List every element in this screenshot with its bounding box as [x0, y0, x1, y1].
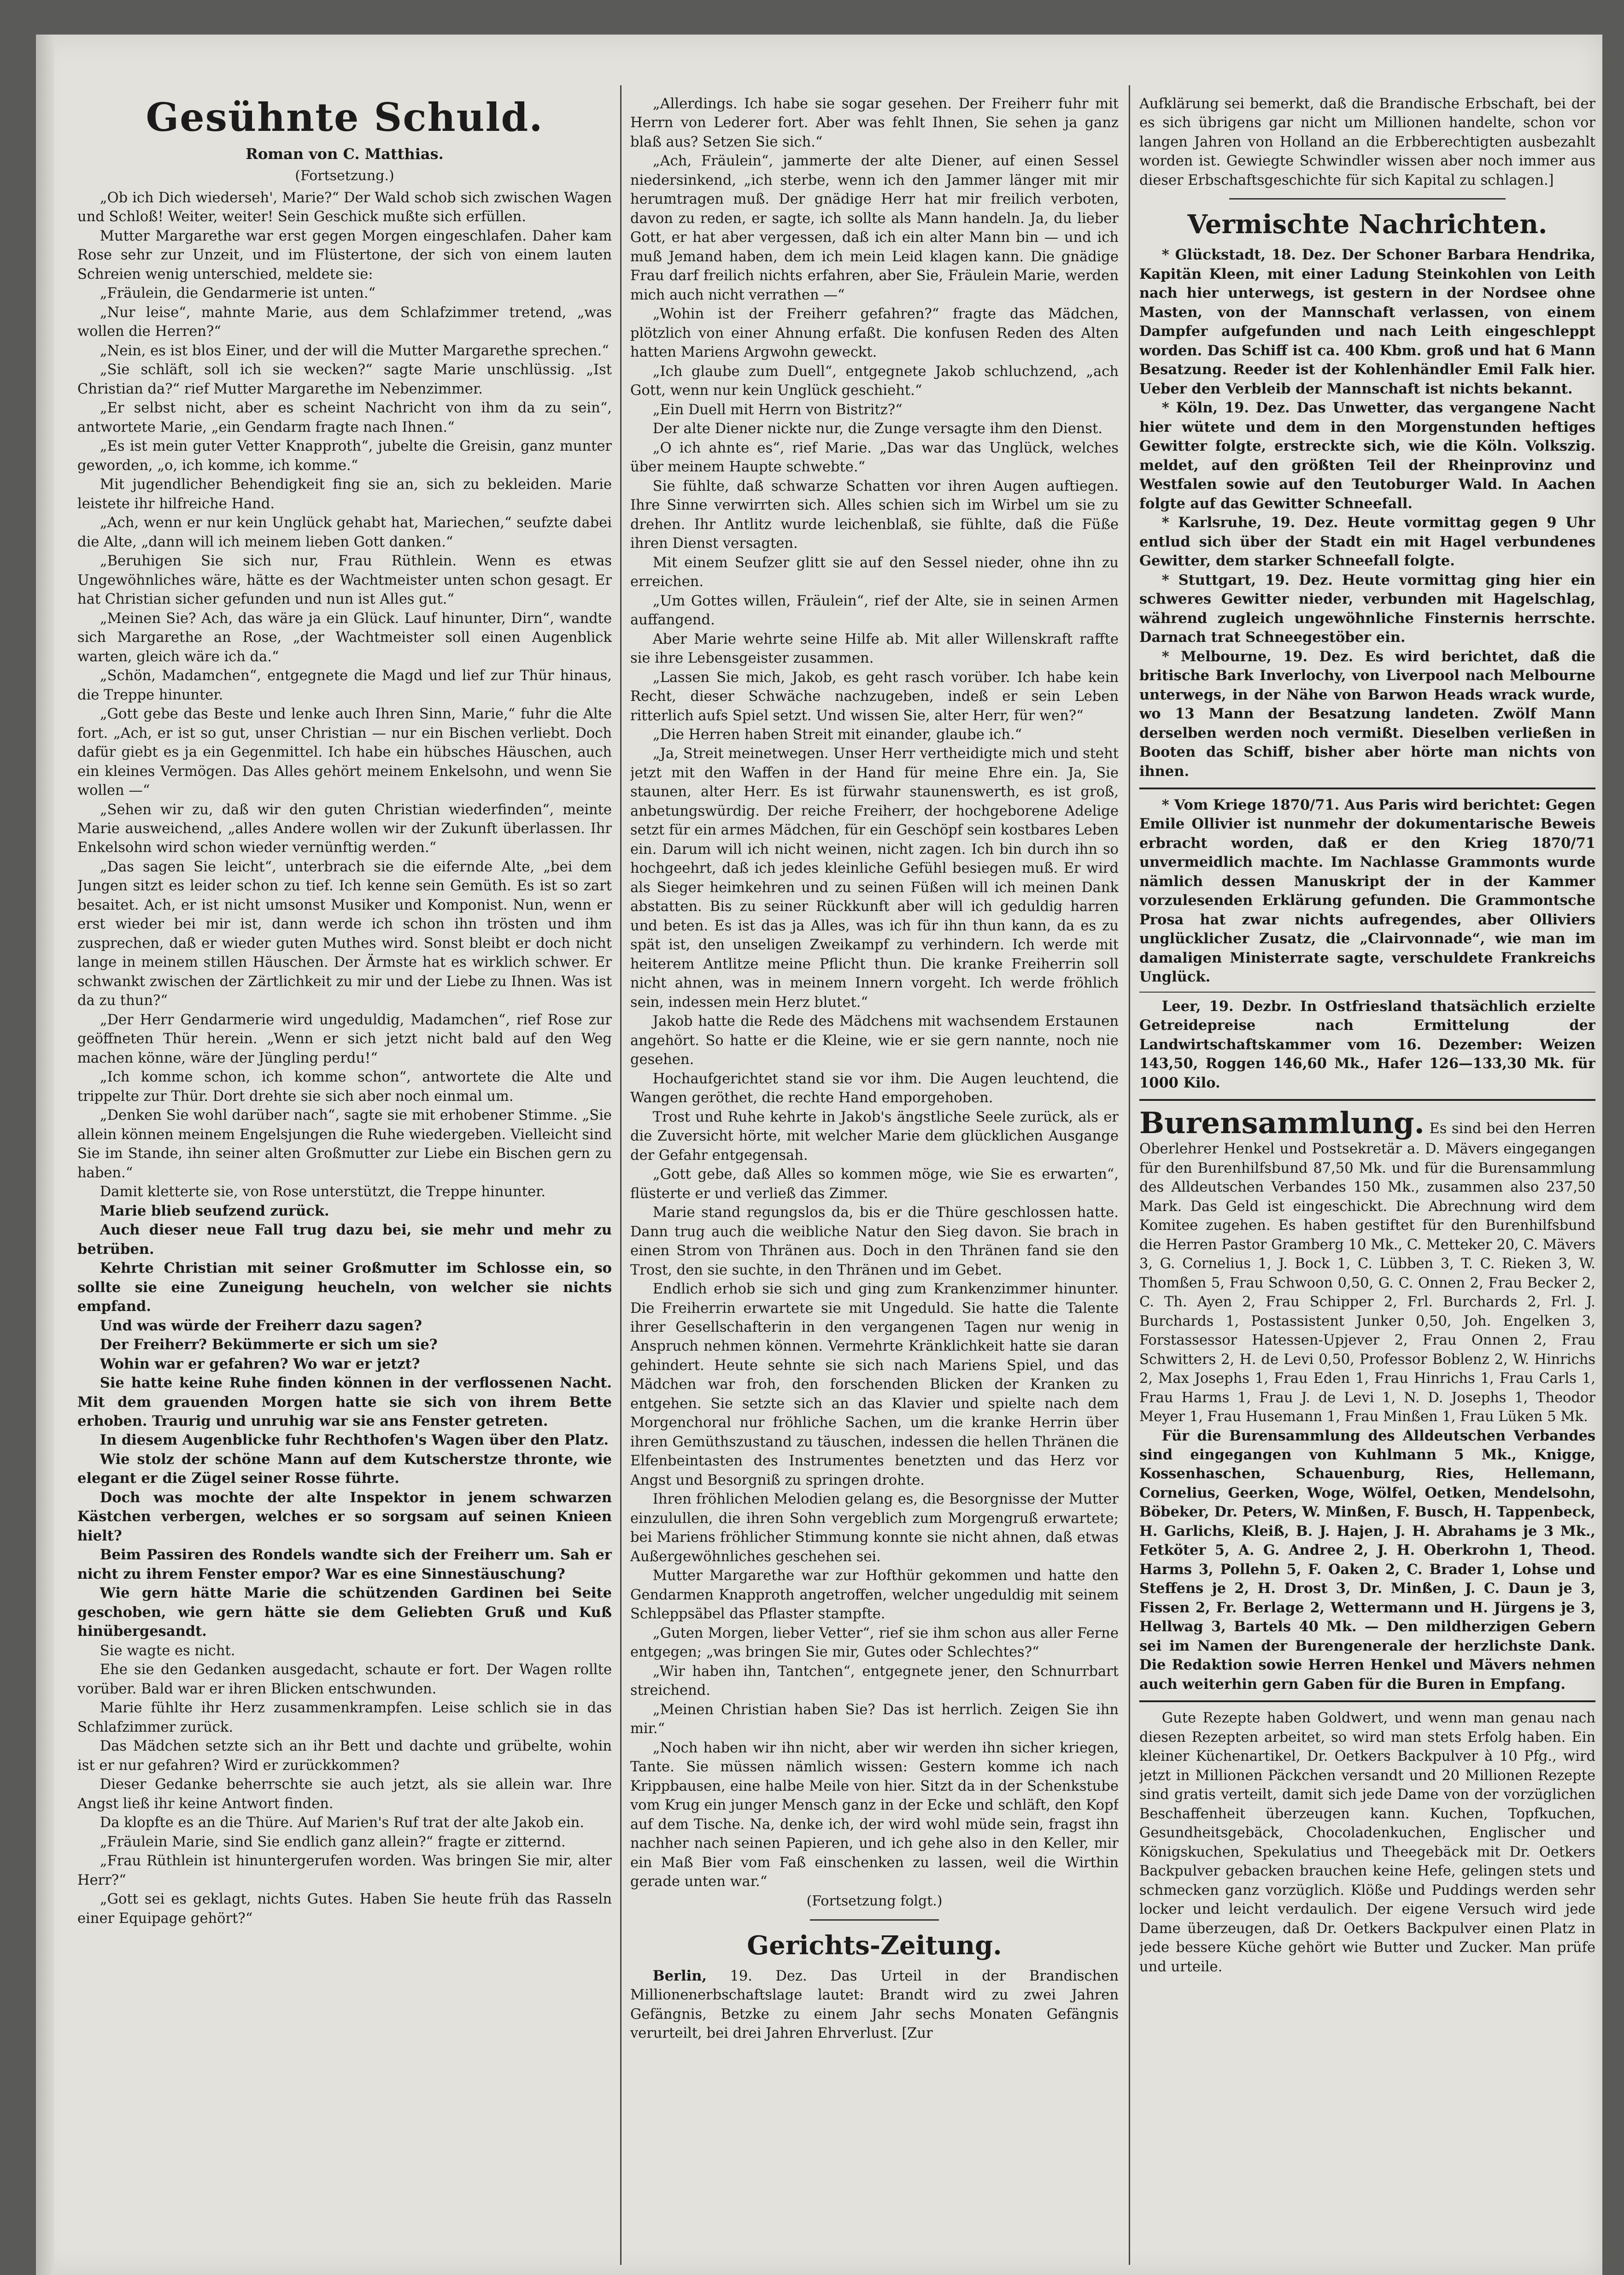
paragraph: * Stuttgart, 19. Dez. Heute vormittag ging hier ein schweres Gewitter nieder, verbunden mit Hagelschlag, während zugleich ungewöhnliche Finsternis herrschte. Darnach trat Schneegestöber ein. [1139, 571, 1595, 646]
column-3-news [1139, 94, 1595, 2269]
story-title: Gesühnte Schuld. [146, 94, 544, 140]
misc-news-title: Vermischte Nachrichten. [1187, 209, 1548, 240]
paragraph: In diesem Augenblicke fuhr Rechthofen's Wagen über den Platz. [100, 1432, 609, 1449]
paragraph: Sie wagte es nicht. [100, 1642, 235, 1659]
baking-powder-advert: Gute Rezepte haben Goldwert, und wenn man genau nach diesen Rezepten arbeitet, so wird man stets Erfolg haben. Ein kleiner Küchenartikel, Dr. Oetkers Backpulver à 10 Pfg., wird jetzt in Millionen Päckchen versandt und 20 Millionen Rezepte sind gratis verteilt, damit sich jede Dame von der vorzüglichen Beschaffenheit überzeugen kann. Kuchen, Topfkuchen, Gesundheitsgebäck, Chocoladenkuchen, Englischer und Königskuchen, Spekulatius und Theegebäck mit Dr. Oetkers Backpulver gebacken brauchen keine Hefe, gelingen stets und schmecken ganz vorzüglich. Klöße und Puddings werden sehr locker und leicht verdaulich. Der eigene Versuch wird jede Dame überzeugen, daß Dr. Oetkers Backpulver einen Platz in jede bessere Küche gehört wie Butter und Zucker. Man prüfe und urteile. [1139, 1710, 1595, 1975]
paragraph: Mutter Margarethe war erst gegen Morgen eingeschlafen. Daher kam Rose sehr zur Unzeit, und im Flüstertone, der sich von einem lauten Schreien wenig unterschied, meldete sie: [77, 228, 612, 282]
paragraph: Sie hatte keine Ruhe finden können in der verflossenen Nacht. Mit dem grauenden Morgen hatte sie sich von ihrem Bette erhoben. Traurig und unruhig war sie ans Fenster getreten. [77, 1375, 612, 1429]
paragraph: Wohin war er gefahren? Wo war er jetzt? [100, 1355, 420, 1372]
paragraph: Jakob hatte die Rede des Mädchens mit wachsendem Erstaunen angehört. So hatte er die Kleine, wie er sie gern nannte, noch nie gesehen. [630, 1013, 1119, 1068]
paragraph: „Gott sei es geklagt, nichts Gutes. Haben Sie heute früh das Rasseln einer Equipage gehört?“ [77, 1891, 612, 1927]
paragraph: „Nein, es ist blos Einer, und der will die Mutter Margarethe sprechen.“ [100, 342, 609, 359]
paragraph: „Sehen wir zu, daß wir den guten Christian wiederfinden“, meinte Marie ausweichend, „alles Andere wollen wir der Zukunft überlassen. Ihr Enkelsohn wird schon wieder vernünftig werden.“ [77, 801, 612, 856]
paragraph: „Allerdings. Ich habe sie sogar gesehen. Der Freiherr fuhr mit Herrn von Lederer fort. Aber was fehlt Ihnen, Sie sehen ja ganz blaß aus? Setzen Sie sich.“ [630, 96, 1119, 150]
page-binding-edge [36, 35, 54, 2275]
paragraph: Da klopfte es an die Thüre. Auf Marien's Ruf trat der alte Jakob ein. [100, 1815, 584, 1831]
paragraph: „Sie schläft, soll ich sie wecken?“ sagte Marie unschlüssig. „Ist Christian da?“ rief Mutter Margarethe im Nebenzimmer. [77, 362, 612, 397]
paragraph: * Glückstadt, 18. Dez. Der Schoner Barbara Hendrika, Kapitän Kleen, mit einer Ladung Steinkohlen von Leith nach hier unterwegs, ist gestern in der Nordsee ohne Masten, von der Mannschaft verlassen, von einem Dampfer aufgefunden und nach Leith eingeschleppt worden. Das Schiff ist ca. 400 Kbm. groß und hat 6 Mann Besatzung. Reeder ist der Kohlenhändler Emil Falk hier. Ueber den Verbleib der Mannschaft ist nichts bekannt. [1139, 247, 1595, 397]
column-1-serial-novel [77, 94, 612, 2269]
paragraph: „Beruhigen Sie sich nur, Frau Rüthlein. Wenn es etwas Ungewöhnliches wäre, hätte es der Wachtmeister unten schon gesagt. Er hat Christian sicher gefunden und nun ist Alles gut.“ [77, 553, 612, 608]
section-rule [810, 1919, 939, 1921]
boer-collection-notice [1139, 1107, 1595, 1426]
paragraph: „Meinen Christian haben Sie? Das ist herrlich. Zeigen Sie ihn mir.“ [630, 1701, 1119, 1737]
paragraph: Mutter Margarethe war zur Hofthür gekommen und hatte den Gendarmen Knapproth angetroffen, welcher ungeduldig mit seinem Schleppsäbel das Pflaster stampfte. [630, 1568, 1119, 1622]
paragraph: Das Mädchen setzte sich an ihr Bett und dachte und grübelte, wohin ist er nur gefahren? Wird er zurückkommen? [77, 1738, 612, 1774]
section-rule [1139, 1099, 1595, 1101]
story-bold-paragraphs [77, 1202, 612, 1641]
paragraph: Ihren fröhlichen Melodien gelang es, die Besorgnisse der Mutter einzulullen, die ihren Sohn vergeblich zum Morgengruß erwartete; bei Mariens fröhlicher Stimmung konnte sie nicht ahnen, daß etwas Außergewöhnliches geschehen sei. [630, 1491, 1119, 1565]
paragraph: Ehe sie den Gedanken ausgedacht, schaute er fort. Der Wagen rollte vorüber. Bald war er ihren Blicken entschwunden. [77, 1662, 612, 1697]
paragraph: „Er selbst nicht, aber es scheint Nachricht von ihm da zu sein“, antwortete Marie, „ein Gendarm fragte nach Ihnen.“ [77, 400, 612, 435]
newspaper-page [36, 35, 1602, 2275]
story-paragraphs-end [77, 1641, 612, 1928]
paragraph: „Denken Sie wohl darüber nach“, sagte sie mit erhobener Stimme. „Sie allein können meinem Engelsjungen die Ruhe wiedergeben. Vielleicht sind Sie im Stande, ihn seiner alten Großmutter zur Liebe ein Bischen gern zu haben.“ [77, 1107, 612, 1181]
paragraph: Sie fühlte, daß schwarze Schatten vor ihren Augen auftiegen. Ihre Sinne verwirrten sich. Alles schien sich im Wirbel um sie zu drehen. Ihr Antlitz wurde leichenblaß, sie fühlte, daß die Füße ihren Dienst versagten. [630, 478, 1119, 552]
paragraph: Endlich erhob sie sich und ging zum Krankenzimmer hinunter. Die Freiherrin erwartete sie mit Ungeduld. Sie hatte die Talente ihrer Gesellschafterin in den vergangenen Tagen nur wenig in Anspruch nehmen können. Vermehrte Kränklichkeit hatte sie daran gehindert. Heute sehnte sie sich nach Mariens Spiel, und das Mädchen war froh, den forschenden Blicken der Kranken zu entgehen. Sie setzte sich an das Klavier und spielte nach dem Morgenchoral nur fröhliche Sachen, um die kranke Herrin über ihren Gemüthszustand zu täuschen, indessen die hellen Thränen die Elfenbeintasten des Instrumentes benetzten und das Herz vor Angst und Besorgniß zu springen drohte. [630, 1281, 1119, 1488]
boer-collection-text: Es sind bei den Herren Oberlehrer Henkel und Postsekretär a. D. Mävers eingegangen für den Burenhilfsbund 87,50 Mk. und für die Burensammlung des Alldeutschen Verbandes 150 Mk., zusammen also 237,50 Mark. Das Geld ist eingeschickt. Die Abrechnung wird dem Komitee zugehen. Es haben gestiftet für den Burenhilfsbund die Herren Pastor Gramberg 10 Mk., C. Metteker 20, C. Mävers 3, G. Cornelius 1, J. Bock 1, C. Lübben 3, T. C. Rieken 3, W. Thomßen 5, Frau Schwoon 0,50, G. C. Onnen 2, Frau Becker 2, C. Th. Ayen 2, Frau Schipper 2, Frl. Burchards 2, Frl. J. Burchards 1, Postassistent Junker 0,50, Joh. Engelken 3, Forstassessor Hatessen-Upjever 2, Frau Onnen 2, Frau Schwitters 2, H. de Levi 0,50, Professor Boblenz 2, W. Hinrichs 2, Max Josephs 1, Frau Eden 1, Frau Hinrichs 1, Frau Carls 1, Frau Harms 1, Frau J. de Levi 1, N. D. Josephs 1, Theodor Meyer 1, Frau Husemann 1, Frau Minßen 1, Frau Lüken 5 Mk. [1139, 1121, 1595, 1425]
paragraph: Doch was mochte der alte Inspektor in jenem schwarzen Kästchen verbergen, welches er so sorgsam auf seinen Knieen hielt? [77, 1489, 612, 1544]
story-paragraphs-continued [630, 94, 1119, 1892]
paragraph: * Köln, 19. Dez. Das Unwetter, das vergangene Nacht hier wütete und dem in den Morgenstunden heftiges Gewitter folgte, erstreckte sich, wie die Köln. Volkszig. meldet, auf den größten Teil der Rheinprovinz und Westfalen sowie auf den Teutoburger Wald. In Aachen folgte auf das Gewitter Schneefall. [1139, 400, 1595, 512]
column-divider-2 [1129, 85, 1130, 2265]
paragraph: * Karlsruhe, 19. Dez. Heute vormittag gegen 9 Uhr entlud sich über der Stadt ein mit Hagel verbundenes Gewitter, dem starker Schneefall folgte. [1139, 514, 1595, 570]
paragraph: Marie fühlte ihr Herz zusammenkrampfen. Leise schlich sie in das Schlafzimmer zurück. [77, 1700, 612, 1735]
paragraph: „Fräulein Marie, sind Sie endlich ganz allein?“ fragte er zitternd. [100, 1834, 566, 1850]
paragraph: „Noch haben wir ihn nicht, aber wir werden ihn sicher kriegen, Tante. Sie müssen nämlich wissen: Gestern komme ich nach Krippbausen, eine halbe Meile von hier. Sitzt da in der Schenkstube vom Krug ein junger Mensch ganz in der Ecke und schläft, den Kopf auf dem Tische. Na, denke ich, der wird wohl müde sein, fragst ihn nachher nach seinen Papieren, und ich gehe also in den Keller, mir ein Maß Bier vom Faß einschenken zu lassen, weil die Wirthin gerade unten war.“ [630, 1740, 1119, 1890]
paragraph: Trost und Ruhe kehrte in Jakob's ängstliche Seele zurück, als er die Zuversicht hörte, mit welcher Marie dem glücklichen Ausgange der Gefahr entgegensah. [630, 1109, 1119, 1164]
paragraph: Dieser Gedanke beherrschte sie auch jetzt, als sie allein war. Ihre Angst ließ ihr keine Antwort finden. [77, 1776, 612, 1812]
court-news-item [630, 1967, 1119, 2043]
paragraph: „Ich komme schon, ich komme schon“, antwortete die Alte und trippelte zur Thür. Dort drehte sie sich aber noch einmal um. [77, 1069, 612, 1105]
paragraph: „Guten Morgen, lieber Vetter“, rief sie ihm schon aus aller Ferne entgegen; „was bringen Sie mir, Gutes oder Schlechtes?“ [630, 1625, 1119, 1661]
paragraph: „Lassen Sie mich, Jakob, es geht rasch vorüber. Ich habe kein Recht, dieser Schwäche nachzugeben, indeß er sein Leben ritterlich aufs Spiel setzt. Und wissen Sie, alter Herr, für wen?“ [630, 669, 1119, 724]
paragraph: Mit einem Seufzer glitt sie auf den Sessel nieder, ohne ihn zu erreichen. [630, 554, 1119, 590]
boer-collection-heading: Burensammlung. [1139, 1106, 1425, 1141]
column-2-serial-continued [630, 94, 1119, 2269]
paragraph: „Ein Duell mit Herrn von Bistritz?“ [652, 401, 903, 418]
misc-news-items [1139, 246, 1595, 781]
paragraph: „Die Herren haben Streit mit einander, glaube ich.“ [652, 726, 1022, 743]
paragraph: „Wir haben ihn, Tantchen“, entgegnete jener, den Schnurrbart streichend. [630, 1663, 1119, 1699]
paragraph: Beim Passiren des Rondels wandte sich der Freiherr um. Sah er nicht zu ihrem Fenster empor? War es eine Sinnestäuschung? [77, 1546, 612, 1582]
paragraph: „Nur leise“, mahnte Marie, aus dem Schlafzimmer tretend, „was wollen die Herren?“ [77, 304, 612, 340]
paragraph: „Ach, Fräulein“, jammerte der alte Diener, auf einen Sessel niedersinkend, „ich sterbe, wenn ich den Jammer länger mit mir herumtragen muß. Der gnädige Herr hat mir freilich verboten, davon zu reden, er sagte, ich sollte als Mann handeln. Ja, du lieber Gott, er hat aber vergessen, daß ich ein alter Mann bin — und ich muß Jemand haben, dem ich mein Leid klagen kann. Die gnädige Frau darf freilich nichts erfahren, aber Sie, Fräulein Marie, werden mich auch nicht verrathen —“ [630, 153, 1119, 303]
paragraph: „O ich ahnte es“, rief Marie. „Das war das Unglück, welches über meinem Haupte schwebte.“ [630, 440, 1119, 476]
paragraph: Der alte Diener nickte nur, die Zunge versagte ihm den Dienst. [652, 421, 1103, 437]
paragraph: „Ach, wenn er nur kein Unglück gehabt hat, Mariechen,“ seufzte dabei die Alte, „dann will ich meinem lieben Gott danken.“ [77, 515, 612, 550]
story-byline: Roman von C. Matthias. [246, 145, 444, 163]
story-paragraphs [77, 188, 612, 1202]
grain-prices-item: Leer, 19. Dezbr. In Ostfriesland thatsächlich erzielte Getreidepreise nach Ermittelung der Landwirtschaftskammer vom 16. Dezember: Weizen 143,50, Roggen 146,60 Mk., Hafer 126—133,30 Mk. für 1000 Kilo. [1139, 998, 1595, 1091]
paragraph: Hochaufgerichtet stand sie vor ihm. Die Augen leuchtend, die Wangen geröthet, die rechte Hand emporgehoben. [630, 1070, 1119, 1106]
section-rule [1229, 198, 1506, 200]
paragraph: „Ob ich Dich wiederseh', Marie?“ Der Wald schob sich zwischen Wagen und Schloß! Weiter, weiter! Sein Geschick mußte sich erfüllen. [77, 190, 612, 225]
paragraph: * Melbourne, 19. Dez. Es wird berichtet, daß die britische Bark Inverlochy, von Liverpool nach Melbourne unterwegs, in der Nähe von Barwon Heads wrack wurde, wo 13 Mann der Besatzung landeten. Zwölf Mann derselben werden noch vermißt. Dieselben verließen in Booten das Schiff, bisher aber hörte man nichts von ihnen. [1139, 648, 1595, 780]
paragraph: „Schön, Madamchen“, entgegnete die Magd und lief zur Thür hinaus, die Treppe hinunter. [77, 668, 612, 703]
paragraph: Marie stand regungslos da, bis er die Thüre geschlossen hatte. Dann trug auch die weibliche Natur den Sieg davon. Sie brach in einen Strom von Thränen aus. Doch in den Thränen fand sie den Trost, den sie suchte, in den Thränen und im Gebet. [630, 1205, 1119, 1278]
court-news-place: Berlin, [652, 1967, 707, 1984]
paragraph: „Meinen Sie? Ach, das wäre ja ein Glück. Lauf hinunter, Dirn“, wandte sich Margarethe an Rose, „der Wachtmeister soll einen Augenblick warten, gleich wäre ich da.“ [77, 610, 612, 665]
paragraph: „Fräulein, die Gendarmerie ist unten.“ [100, 285, 376, 302]
paragraph: Damit kletterte sie, von Rose unterstützt, die Treppe hinunter. [100, 1184, 546, 1200]
paragraph: „Gott gebe das Beste und lenke auch Ihren Sinn, Marie,“ fuhr die Alte fort. „Ach, er ist so gut, unser Christian — nur ein Bischen verliebt. Doch dafür giebt es ja ein Gegenmittel. Ich habe ein hübsches Häuschen, auch ein kleines Vermögen. Das Alles gehört meinem Enkelsohn, und wenn Sie wollen —“ [77, 706, 612, 799]
paragraph: „Es ist mein guter Vetter Knapproth“, jubelte die Greisin, ganz munter geworden, „o, ich komme, ich komme.“ [77, 438, 612, 474]
paragraph: Marie blieb seufzend zurück. [100, 1202, 329, 1219]
paragraph: Auch dieser neue Fall trug dazu bei, sie mehr und mehr zu betrüben. [77, 1222, 612, 1258]
paragraph: Wie gern hätte Marie die schützenden Gardinen bei Seite geschoben, wie gern hätte sie dem Geliebten Gruß und Kuß hinübergesandt. [77, 1585, 612, 1640]
alldeutsch-collection-text: Für die Burensammlung des Alldeutschen Verbandes sind eingegangen von Kuhlmann 5 Mk., Knigge, Kossenhaschen, Schauenburg, Ries, Hellemann, Cornelius, Geerken, Woge, Wölfel, Oetken, Mendelsohn, Böbeker, Dr. Peters, W. Minßen, F. Busch, H. Tappenbeck, H. Garlichs, Kleiß, B. J. Hajen, J. H. Abrahams je 3 Mk., Fetköter 5, A. G. Andree 2, J. H. Oberkrohn 1, Theod. Harms 3, Pollehn 5, F. Oaken 2, C. Brader 1, Lohse und Steffens je 2, H. Drost 3, Dr. Minßen, J. C. Daun je 3, Fissen 2, Fr. Berlage 2, Wettermann und H. Jürgens je 3, Hellwag 3, Bartels 40 Mk. — Den mildherzigen Gebern sei im Namen der Burengenerale der herzlichste Dank. Die Redaktion sowie Herren Henkel und Mävers nehmen auch weiterhin gern Gaben für die Buren in Empfang. [1139, 1427, 1595, 1693]
paragraph: Der Freiherr? Bekümmerte er sich um sie? [100, 1336, 438, 1353]
column-divider-1 [620, 85, 621, 2265]
paragraph: Wie stolz der schöne Mann auf dem Kutscherstze thronte, wie elegant er die Zügel seiner Rosse führte. [77, 1451, 612, 1487]
section-rule [1139, 788, 1595, 789]
paragraph: „Das sagen Sie leicht“, unterbrach sie die eifernde Alte, „bei dem Jungen sitzt es leider schon zu tief. Ich kenne sein Gemüth. Es ist so zart besaitet. Ach, er ist nicht umsonst Musiker und Komponist. Nun, wenn er erst wieder bei mir ist, dann werde ich schon ihn trösten und ihm zusprechen, daß er wieder guten Muthes wird. Sonst bleibt er doch nicht lange in meinem stillen Häuschen. Der Ärmste hat es wirklich schwer. Er schwankt zwischen der Zärtlichkeit zu mir und der Liebe zu Ihnen. Was ist da zu thun?“ [77, 858, 612, 1009]
court-news-text: 19. Dez. Das Urteil in der Brandischen Millionenerbschaftslage lautet: Brandt wird zu zwei Jahren Gefängnis, Betzke zu einem Jahr sechs Monaten Gefängnis verurteilt, bei drei Jahren Ehrverlust. [Zur [630, 1968, 1119, 2041]
section-rule [1139, 992, 1595, 993]
paragraph: „Um Gottes willen, Fräulein“, rief der Alte, sie in seinen Armen auffangend. [630, 593, 1119, 629]
paragraph: Kehrte Christian mit seiner Großmutter im Schlosse ein, so sollte sie eine Zuneigung heucheln, von welcher sie nichts empfand. [77, 1260, 612, 1315]
war-news-item: * Vom Kriege 1870/71. Aus Paris wird berichtet: Gegen Emile Ollivier ist nunmehr der dokumentarische Beweis erbracht worden, daß er den Krieg 1870/71 unvermeidlich machte. Im Nachlasse Grammonts wurde nämlich dessen Manuskript der in der Kammer vorzulesenden Erklärung gefunden. Die Grammontsche Prosa hat zwar nichts aufregendes, aber Olliviers unglücklicher Zusatz, die „Clairvonnade“, wie man im damaligen Ministerrate sagte, verschuldete Frankreichs Unglück. [1139, 796, 1595, 986]
paragraph: „Frau Rüthlein ist hinuntergerufen worden. Was bringen Sie mir, alter Herr?“ [77, 1853, 612, 1888]
paragraph: „Der Herr Gendarmerie wird ungeduldig, Madamchen“, rief Rose zur geöffneten Thür herein. „Wenn er sich jetzt nicht bald auf den Weg machen könne, wäre der Jüngling perdu!“ [77, 1011, 612, 1066]
continuation-note: (Fortsetzung.) [295, 168, 394, 184]
paragraph: Und was würde der Freiherr dazu sagen? [100, 1317, 422, 1334]
paragraph: Mit jugendlicher Behendigkeit fing sie an, sich zu bekleiden. Marie leistete ihr hilfreiche Hand. [77, 476, 612, 512]
to-be-continued: (Fortsetzung folgt.) [806, 1893, 943, 1909]
paragraph: „Ich glaube zum Duell“, entgegnete Jakob schluchzend, „ach Gott, wenn nur kein Unglück geschieht.“ [630, 363, 1119, 399]
section-rule [1139, 1700, 1595, 1702]
paragraph: „Wohin ist der Freiherr gefahren?“ fragte das Mädchen, plötzlich von einer Ahnung erfaßt. Die konfusen Reden des Alten hatten Mariens Argwohn geweckt. [630, 306, 1119, 361]
paragraph: „Gott gebe, daß Alles so kommen möge, wie Sie es erwarten“, flüsterte er und verließ das Zimmer. [630, 1166, 1119, 1202]
paragraph: „Ja, Streit meinetwegen. Unser Herr vertheidigte mich und steht jetzt mit den Waffen in der Hand für meine Ehre ein. Ja, Sie staunen, alter Herr. Es ist fürwahr staunenswerth, es ist groß, anbetungswürdig. Der reiche Freiherr, der hochgeborene Adelige setzt für ein armes Mädchen, für ein Geschöpf sein kostbares Leben ein. Darum will ich nicht weinen, nicht zagen. Ich bin durch ihn so hochgeehrt, daß ich jedes kleinliche Gefühl besiegen muß. Er wird als Sieger heimkehren und zu seinen Füßen will ich meinen Dank abstatten. Bis zu seiner Rückkunft aber will ich geduldig harren und beten. Es ist das ja Alles, was ich für ihn thun kann, da es zu spät ist, den unseligen Zweikampf zu verhindern. Ich werde mit heiterem Antlitze meine Pflicht thun. Die kranke Freiherrin soll nicht ahnen, was in meinem Innern vorgeht. Ich werde fröhlich sein, indessen mein Herz blutet.“ [630, 746, 1119, 1011]
paragraph: Aber Marie wehrte seine Hilfe ab. Mit aller Willenskraft raffte sie ihre Lebensgeister zusammen. [630, 631, 1119, 667]
court-news-title: Gerichts-Zeitung. [747, 1930, 1002, 1961]
court-news-continuation: Aufklärung sei bemerkt, daß die Brandische Erbschaft, bei der es sich übrigens gar nicht um Millionen handelte, schon vor langen Jahren von Holland an die Erbberechtigten ausbezahlt worden ist. Gewiegte Schwindler wissen aber noch immer aus dieser Erbschaftsgeschichte für sich Kapital zu schlagen.] [1139, 96, 1595, 188]
